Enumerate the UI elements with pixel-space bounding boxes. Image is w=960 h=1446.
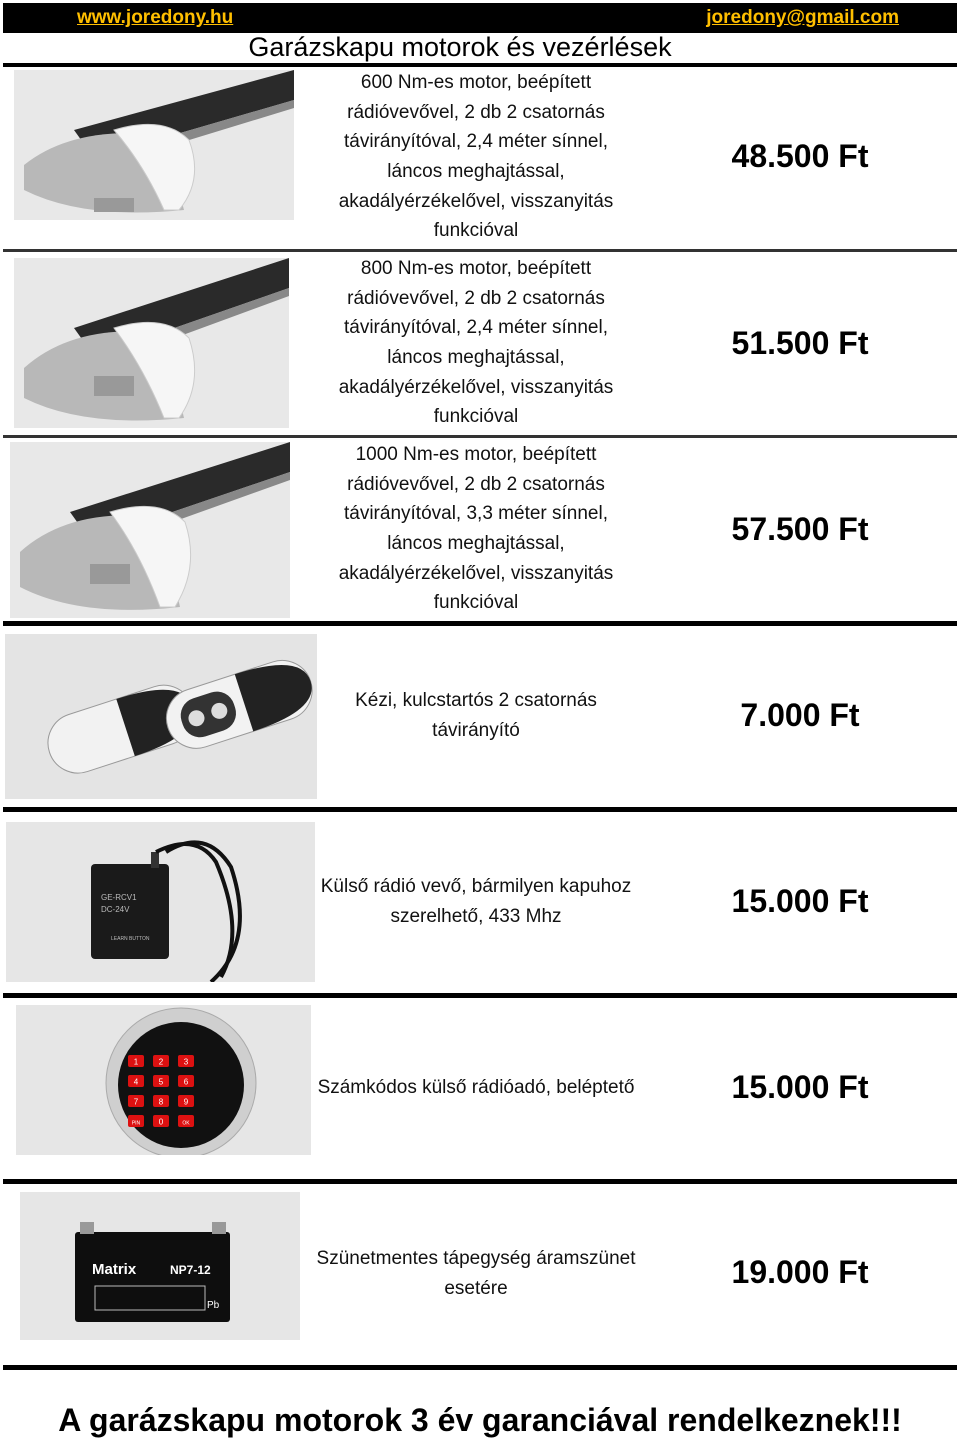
product-description: Kézi, kulcstartós 2 csatornás távirányító — [355, 690, 597, 741]
keypad-key-label: PIN — [131, 1120, 141, 1127]
product-description: 600 Nm-es motor, beépített rádióvevővel, 2 db 2 csatornás távirányítóval, 2,4 méter sínnel, láncos meghajtással, akadályérzékelővel, visszanyitás funkcióval — [338, 71, 614, 242]
page-title: Garázskapu motorok és vezérlések — [248, 32, 672, 62]
product-description: 1000 Nm-es motor, beépített rádióvevővel, 2 db 2 csatornás távirányítóval, 3,3 méter sínnel, láncos meghajtással, akadályérzékelővel, visszanyitás funkcióval — [338, 443, 614, 614]
divider — [3, 435, 957, 438]
battery-icon — [20, 1192, 300, 1340]
product-price: 7.000 Ft — [740, 697, 860, 733]
garage-door-opener-icon — [14, 258, 289, 428]
email-link[interactable]: joredony@gmail.com — [706, 7, 899, 28]
product-description: 800 Nm-es motor, beépített rádióvevővel, 2 db 2 csatornás távirányítóval, 2,4 méter sínnel, láncos meghajtással, akadályérzékelővel, visszanyitás funkcióval — [338, 257, 614, 428]
device-label: NP7-12 — [170, 1263, 211, 1277]
keypad-key-label: 6 — [183, 1077, 189, 1087]
divider — [3, 1179, 957, 1184]
product-description: Külső rádió vevő, bármilyen kapuhoz szerelhető, 433 Mhz — [320, 876, 632, 927]
keypad-key-label: 5 — [158, 1077, 164, 1087]
keypad-key-label: 4 — [133, 1077, 139, 1087]
device-label: GE-RCV1 — [101, 893, 137, 902]
product-price: 51.500 Ft — [731, 325, 869, 361]
keypad-key-label: 1 — [133, 1057, 139, 1067]
product-price: 15.000 Ft — [731, 883, 869, 919]
keypad-key-label: 3 — [183, 1057, 189, 1067]
divider — [3, 63, 957, 67]
radio-receiver-icon — [6, 822, 315, 982]
keypad-key-label: 7 — [133, 1097, 139, 1107]
product-description: Számkódos külső rádióadó, beléptető — [317, 1077, 635, 1099]
device-label: Matrix — [92, 1261, 137, 1278]
divider — [3, 249, 957, 252]
product-price: 57.500 Ft — [731, 511, 869, 547]
keypad-key-label: 0 — [158, 1117, 164, 1127]
divider — [3, 1365, 957, 1370]
keypad-key-label: 8 — [158, 1097, 164, 1107]
product-price: 15.000 Ft — [731, 1069, 869, 1105]
garage-door-opener-icon — [10, 442, 290, 618]
divider — [3, 807, 957, 812]
product-price: 19.000 Ft — [731, 1254, 869, 1290]
device-label: DC-24V — [101, 905, 130, 914]
device-label: LEARN BUTTON — [111, 936, 150, 942]
keypad-key-label: 2 — [158, 1057, 164, 1067]
keypad-key-label: 9 — [183, 1097, 189, 1107]
header-bar — [3, 3, 957, 33]
keypad-icon — [16, 1005, 311, 1155]
garage-door-opener-icon — [14, 70, 294, 220]
product-description: Szünetmentes tápegység áramszünet esetére — [316, 1248, 636, 1299]
website-link[interactable]: www.joredony.hu — [77, 7, 234, 28]
device-label: Pb — [207, 1300, 220, 1311]
divider — [3, 621, 957, 626]
warranty-note: A garázskapu motorok 3 év garanciával rendelkeznek!!! — [58, 1402, 902, 1438]
remote-control-icon — [5, 634, 317, 799]
product-price: 48.500 Ft — [731, 138, 869, 174]
keypad-key-label: OK — [182, 1120, 190, 1127]
divider — [3, 993, 957, 998]
